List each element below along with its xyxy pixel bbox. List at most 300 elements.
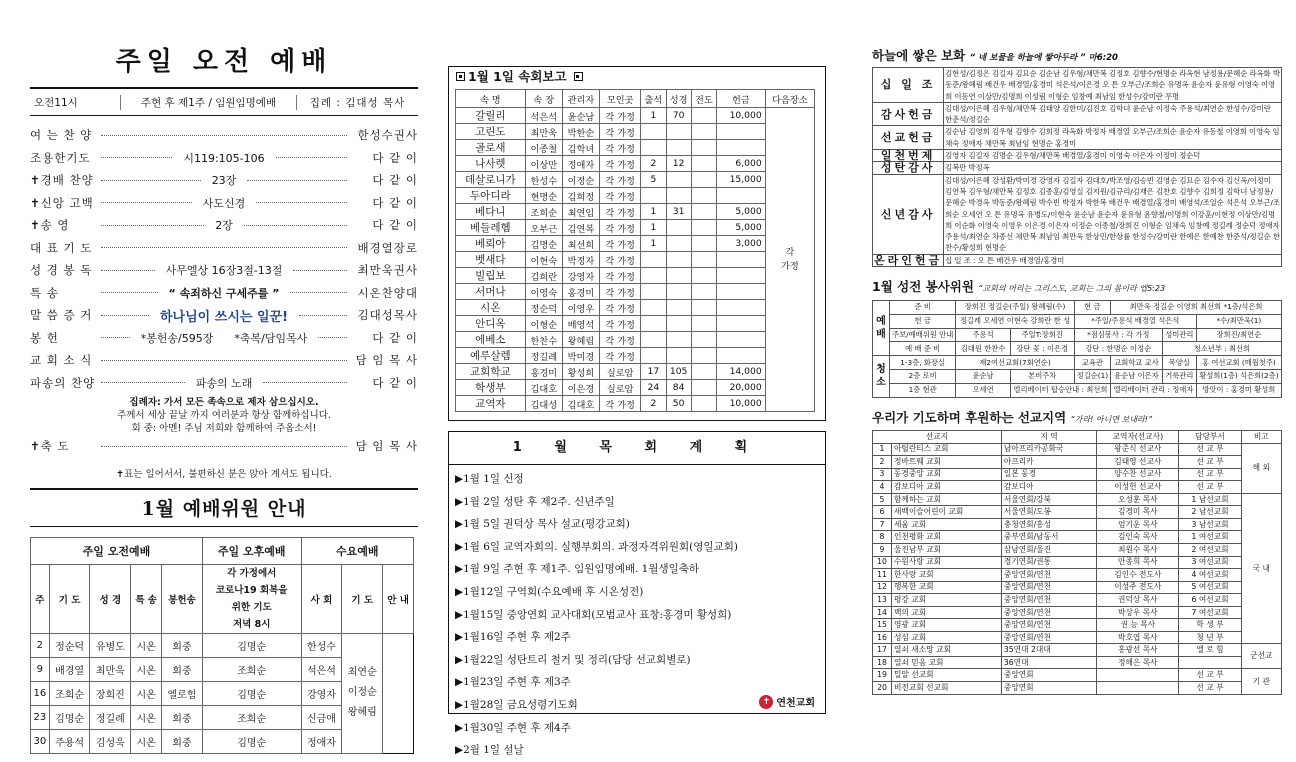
mission-cell: 중앙연회/연천 [1001,594,1096,607]
plan-item: ▶1월22일 성탄트리 철거 및 정리(담당 선교회별로) [455,653,691,666]
mission-cell: 안종희 목사 [1097,556,1179,569]
order-row [30,304,418,327]
mission-cell: 성심 교회 [892,631,1002,644]
col-header: 기 도 [49,564,90,633]
report-cell: 윤순남 [562,108,599,124]
order-row [30,282,418,305]
schedule-cell: 엘로힘 [162,681,203,705]
order-item-person: 다 같 이 [372,150,419,165]
report-cell: 이현숙 [525,252,562,268]
table-row [456,364,815,380]
mission-cell: 9 [873,544,892,557]
mission-cell: 3 여선교회 [1179,556,1241,569]
mission-cell: 선 교 부 [1179,481,1241,494]
mission-cell: 선 교 부 [1179,443,1241,456]
report-cell: 각 가정 [600,284,641,300]
service-time: 오전11시 [34,96,78,109]
report-cell [641,332,666,348]
vol-cell: 정길순(1) [1074,370,1110,384]
report-cell: 김대호 [525,380,562,396]
volunteer-schedule-table [30,537,414,754]
report-cell: 학생부 [456,380,526,396]
vol-cell: *점심봉사 : 각 가정 [1074,328,1162,342]
table-row [873,468,1282,481]
mission-cell: 1 [873,443,892,456]
table-row [873,254,1282,266]
plan-item: ▶2월 1일 설날 [455,744,524,757]
order-item-label: 조용한기도 [30,150,91,165]
vol-cell: 홍 여선교회 (매월첫주) [1196,356,1281,370]
mission-cell: 서울연회/도봉 [1001,506,1096,519]
dotted-leader [293,270,347,271]
schedule-cell: 김성욱 [90,729,131,753]
divider [30,526,418,527]
report-cell: 베뢰아 [456,236,526,252]
table-row [456,156,815,172]
col-header: 전도 [691,90,716,108]
report-cell: 왕혜림 [562,332,599,348]
report-cell: 정순덕 [525,300,562,316]
report-cell [717,188,766,204]
mission-cell: 영광 교회 [892,619,1002,632]
plan-item: ▶1월 2일 성탄 후 제2주. 신년주일 [455,495,615,508]
vol-cell: 청소년부 : 최선희 [1162,342,1281,356]
plan-item: ▶1월28일 금요성령기도회 [455,698,578,711]
report-cell: 김학녀 [562,140,599,156]
mission-cell: 행복한 교회 [892,581,1002,594]
report-cell [666,332,691,348]
mission-cell: 7 여선교회 [1179,606,1241,619]
report-cell [691,124,716,140]
volunteers-verse: “교회의 머리는 그리스도, 교회는 그의 몸이라 엡5:23 [978,284,1166,294]
report-cell: 박미경 [562,348,599,364]
square-bullet-icon [574,72,583,81]
mission-cell [1097,669,1179,682]
report-cell: 5,000 [717,204,766,220]
table-row [873,606,1282,619]
table-row [873,619,1282,632]
church-logo-text: 연천교회 [776,698,815,709]
table-row [456,188,815,204]
mission-cell: 중앙연회/연천 [1001,631,1096,644]
report-cell: 정애자 [562,156,599,172]
report-cell [691,396,716,412]
order-item-person: 김대성목사 [357,308,419,323]
dotted-leader [101,225,204,226]
table-row [873,162,1282,174]
vol-cell: 목양실 [1162,356,1196,370]
table-row [873,669,1282,682]
mission-cell: 홍광선 목사 [1097,644,1179,657]
mission-cell: 학 생 부 [1179,619,1241,632]
mission-cell: 박상우 목사 [1097,606,1179,619]
mission-cell: 중앙연회/연천 [1001,606,1096,619]
report-cell: 최만욱 [525,124,562,140]
table-row [873,481,1282,494]
col-header: 안 내 [383,564,414,633]
table-row [873,544,1282,557]
col-header: 특 송 [131,564,162,633]
dotted-leader [101,315,149,316]
mission-cell: 4 [873,481,892,494]
order-item-detail: 사도신경 [202,196,246,210]
table-row [873,518,1282,531]
mission-cell: 권덕상 목사 [1097,594,1179,607]
group-am: 주일 오전예배 [31,537,203,564]
mission-cell: 아프리카 [1001,456,1096,469]
service-week: 주현 후 제1주 / 임원임명예배 [120,95,297,110]
report-cell [666,140,691,156]
mission-cell: 13 [873,594,892,607]
dotted-leader [244,225,347,226]
mission-cell: 왕준식 선교사 [1097,443,1179,456]
order-row [30,237,418,260]
mission-cell: 충청연회/홍성 [1001,518,1096,531]
report-cell [666,188,691,204]
table-row [873,126,1282,150]
table-row [873,631,1282,644]
table-row [456,268,815,284]
report-cell: 안디옥 [456,316,526,332]
mission-cell: 밀알 선교회 [892,669,1002,682]
report-cell: 홍경미 [525,364,562,380]
report-cell: 갈릴리 [456,108,526,124]
report-cell: 강영자 [562,268,599,284]
table-row [31,633,414,657]
col-header: 선교지 [873,430,1002,443]
report-cell: 각 가정 [600,204,641,220]
schedule-cell: 강영자 [301,681,342,705]
plan-item: ▶1월 6일 교역자회의. 실행부회의. 과정자격위원회(영일교회) [455,540,738,553]
table-row [456,108,815,124]
report-cell: 김대성 [525,396,562,412]
report-cell: 5 [641,172,666,188]
col-header: 관리자 [562,90,599,108]
report-cell: 최선희 [562,236,599,252]
dotted-leader [101,202,192,203]
mission-cell: 중앙연회 [1001,682,1096,695]
col-header: 출석 [641,90,666,108]
order-item-person: 다 같 이 [372,195,419,210]
table-row [873,581,1282,594]
report-cell [666,172,691,188]
worship-title: 주일 오전 예배 [115,47,333,77]
benediction-line: 회 중: 아멘! 주님 저희와 함께하여 주옵소서! [131,423,317,434]
mission-cell: 선 교 부 [1179,669,1241,682]
report-cell: 예루살렘 [456,348,526,364]
report-cell: 5,000 [717,220,766,236]
report-cell: 105 [666,364,691,380]
col-header: 다음장소 [765,90,814,108]
report-cell [666,124,691,140]
missions-heading [872,408,1284,426]
schedule-cell: 시온 [131,729,162,753]
report-cell [691,172,716,188]
dotted-leader [101,180,201,181]
report-cell: 고린도 [456,124,526,140]
mission-cell: 3 [873,468,892,481]
report-cell: 이형순 [525,316,562,332]
report-cell: 15,000 [717,172,766,188]
report-cell: 각 가정 [600,332,641,348]
mission-cell: 김경미 목사 [1097,506,1179,519]
mission-cell: 이성주 전도사 [1097,581,1179,594]
schedule-cell: 시온 [131,681,162,705]
table-row [456,252,815,268]
mission-cell: 정바트웨 교회 [892,456,1002,469]
report-cell: 두아디라 [456,188,526,204]
dotted-leader [101,270,155,271]
report-cell [641,300,666,316]
benediction-text [30,396,418,435]
col-header: 속 명 [456,90,526,108]
col-header: 기 도 [342,564,383,633]
report-cell: 김희란 [525,268,562,284]
table-row [456,348,815,364]
offering-names: 십 일 조 : 오 튼 배건우 배경열/홍경미 [944,254,1282,266]
table-row [873,506,1282,519]
report-cell: 70 [666,108,691,124]
dotted-leader [290,292,347,293]
vol-cell: 예 배 준 비 [890,342,956,356]
standing-note: ✝표는 일어서서, 불편하신 분은 앉아 계셔도 됩니다. [116,468,332,480]
dotted-leader [101,360,347,361]
order-item-label: ✝신앙 고백 [30,195,94,210]
plan-item: ▶1월23일 주현 후 제3주 [455,676,571,689]
report-cell: 각 가정 [600,220,641,236]
mission-cell: 20 [873,682,892,695]
order-row [30,259,418,282]
mission-cell: 5 여선교회 [1179,581,1241,594]
schedule-cell: 배경열 [49,657,90,681]
report-cell: 1 [641,236,666,252]
table-row [456,284,815,300]
order-item-person: 시온찬양대 [357,285,418,300]
report-cell [666,236,691,252]
vol-cell: 준 비 [890,301,956,315]
col-header: 헌금 [717,90,766,108]
report-cell: 각 가정 [600,236,641,252]
mission-cell: 선 교 부 [1179,468,1241,481]
report-cell: 각 가정 [600,316,641,332]
mission-cell: 엄기운 목사 [1097,518,1179,531]
schedule-cell: 시온 [131,705,162,729]
col-header: 성 경 [90,564,131,633]
table-row [873,443,1282,456]
mission-cell: 정해은 목사 [1097,656,1179,669]
order-item-detail: “ 속죄하신 구세주를 ” [168,286,280,300]
order-row [30,372,418,395]
report-cell [717,284,766,300]
wed-guides: 최연순 이정순 왕혜림 [342,633,383,753]
report-cell [691,140,716,156]
report-cell: 84 [666,380,691,396]
vol-cell: 강단 꽃 : 이은경 [1010,342,1074,356]
report-cell: 31 [666,204,691,220]
offering-label: 신년감사 [873,174,944,254]
table-row [873,531,1282,544]
table-row [873,102,1282,126]
report-cell [641,124,666,140]
col-header: 담당부서 [1179,430,1241,443]
dotted-leader [101,157,172,158]
mission-cell: 한사랑 교회 [892,569,1002,582]
order-row [30,124,418,147]
order-item-label: ✝축 도 [30,439,70,454]
mission-cell: 수원사랑 교회 [892,556,1002,569]
schedule-cell: 9 [31,657,50,681]
schedule-title: 1월 예배위원 안내 [141,497,307,520]
vol-cell: 주보/예배위원 안내 [890,328,956,342]
vol-cell: 주일T:장희진 [1010,328,1074,342]
offering-label: 선교헌금 [873,126,944,150]
cell-report-title [449,67,825,87]
table-row [873,68,1282,103]
offering-label: 성탄감사 [873,162,944,174]
table-row [873,569,1282,582]
vol-cell: 본비주차 [1010,370,1074,384]
order-item-person: 담 임 목 사 [355,439,418,454]
report-cell: 최연임 [562,204,599,220]
report-cell: 실로암 [600,364,641,380]
mission-cell: 16 [873,631,892,644]
report-cell: 1 [641,108,666,124]
vol-cell: 2층 로비 [890,370,956,384]
report-cell: 각 가정 [600,348,641,364]
report-cell: 박정자 [562,252,599,268]
report-cell: 1 [641,220,666,236]
report-cell [691,268,716,284]
offering-label: 십 일 조 [873,68,944,103]
order-item-label: 여 는 찬 양 [30,128,93,143]
report-column [448,0,830,757]
vol-cell: 교회학교 교사 [1111,356,1163,370]
report-cell [717,348,766,364]
report-cell [691,316,716,332]
vol-cell: *주일/주용석 배경열 석은석 [1074,314,1196,328]
order-item-label: 말 씀 증 거 [30,308,93,323]
report-cell: 데살로니가 [456,172,526,188]
report-cell: 각 가정 [600,172,641,188]
schedule-cell: 김명순 [49,705,90,729]
report-cell [641,268,666,284]
table-row [873,656,1282,669]
report-cell: 각 가정 [600,396,641,412]
schedule-cell: 회중 [162,657,203,681]
report-cell [717,268,766,284]
church-logo [759,694,815,709]
report-cell: 박한순 [562,124,599,140]
order-item-person: 최만욱권사 [357,263,418,278]
col-header: 주 [31,564,50,633]
plan-item: ▶1월 9일 주현 후 제1주. 임원임명예배. 1월생일축하 [455,563,700,576]
col-header: 속 장 [525,90,562,108]
order-item-person: 다 같 이 [372,375,419,390]
mission-cell: 세움 교회 [892,518,1002,531]
table-row [873,456,1282,469]
schedule-cell: 조희순 [49,681,90,705]
report-cell [641,140,666,156]
mission-cell: 일본 동경 [1001,468,1096,481]
report-cell: 1 [641,204,666,220]
report-cell: 한찬수 [525,332,562,348]
report-cell: 정길례 [525,348,562,364]
monthly-plan-title: 1 월 목 회 계 획 [449,432,825,465]
mission-cell: 백의 교회 [892,606,1002,619]
offering-names: 김대성/이은혜 김우형/채만복 김태양 김한미/김진호 김학녀 윤순남 이정숙 주용석/최연순 한성수/강미란 한춘석/정길순 [944,102,1282,126]
monthly-plan-box [448,431,826,757]
mission-cell: 36연대 [1001,656,1096,669]
cell-report-table [455,89,815,412]
mission-cell: 6 여선교회 [1179,594,1241,607]
schedule-cell: 유병도 [90,633,131,657]
order-item-detail: 파송의 노래 [195,376,253,390]
report-cell [717,252,766,268]
report-cell: 이종철 [525,140,562,156]
mission-cell: 인천평화 교회 [892,531,1002,544]
col-header: 교역자(선교사) [1097,430,1179,443]
vol-cell: 황성희(1층) 석은희(2층) [1196,370,1281,384]
table-row [873,556,1282,569]
order-item-label: 특 송 [30,285,59,300]
report-cell: 각 가정 [600,300,641,316]
report-cell: 3,000 [717,236,766,252]
offering-names: 김복만 박정옥 [944,162,1282,174]
report-cell [691,332,716,348]
report-cell: 한성수 [525,172,562,188]
report-cell: 빌립보 [456,268,526,284]
mission-cell: 1 여선교회 [1179,531,1241,544]
order-item-person: 다 같 이 [372,218,418,233]
vol-cell: 교육관 [1074,356,1110,370]
order-item-label: ✝경배 찬양 [30,173,94,188]
benediction-line: 집례자: 가서 모든 족속으로 제자 삼으십시오. [129,397,319,408]
next-place: 각 가정 [765,108,814,412]
mission-cell: 서울연회/강북 [1001,493,1096,506]
mission-cell: 11 [873,569,892,582]
report-cell: 20,000 [717,380,766,396]
order-item-person: 한성수권사 [357,128,418,143]
vol-cell: 윤순남 이은자 [1111,370,1163,384]
missions-table [872,430,1282,695]
plan-item: ▶1월 1일 신정 [455,473,524,485]
vol-cell: *수/최만욱(1) [1196,314,1281,328]
mission-cell: 12 [873,581,892,594]
offering-heading [872,46,1284,64]
mission-cell: 15 [873,619,892,632]
report-cell [691,300,716,316]
order-item-detail: 23장 [211,174,237,188]
schedule-cell: 김명순 [202,681,301,705]
mission-cell: 3 남선교회 [1179,518,1241,531]
schedule-cell: 최만욱 [90,657,131,681]
table-row [456,300,815,316]
schedule-cell: 김명순 [202,729,301,753]
report-cell: 이정순 [562,172,599,188]
order-item-label: 파송의 찬양 [30,375,96,390]
report-cell: 10,000 [717,396,766,412]
mission-cell: 6 [873,506,892,519]
report-cell [691,188,716,204]
service-leader: 집례 : 김대성 목사 [309,96,406,109]
mission-cell: 최원수 목사 [1097,544,1179,557]
mission-cell: 평강 교회 [892,594,1002,607]
mission-cell: 비전교회 선교회 [892,682,1002,695]
schedule-cell: 석은석 [301,657,342,681]
col-header: 지 역 [1001,430,1096,443]
col-header: 봉헌송 [162,564,203,633]
schedule-cell: 신금애 [301,705,342,729]
